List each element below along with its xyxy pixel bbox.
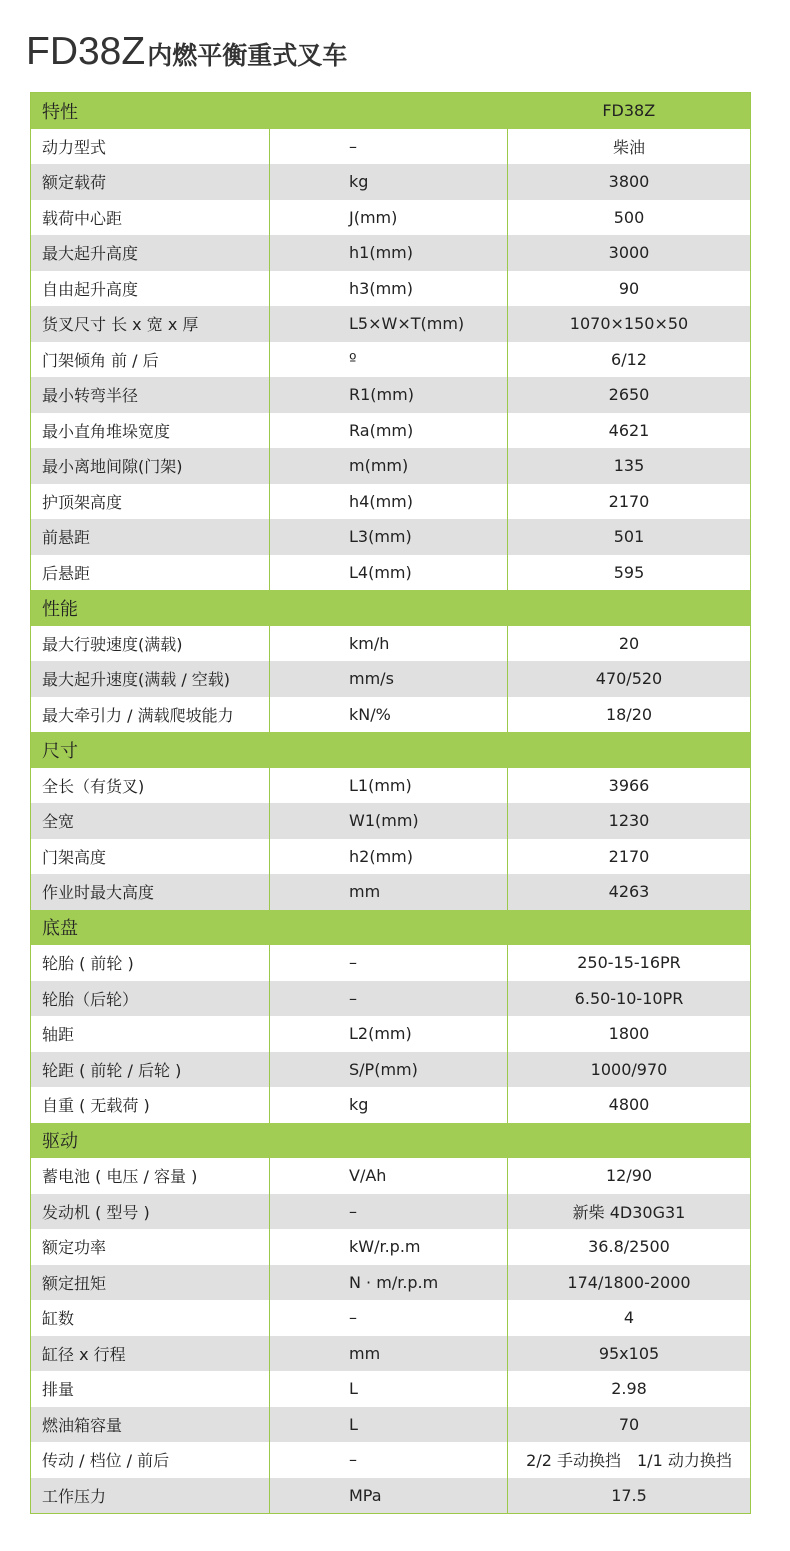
table-row bbox=[31, 1229, 751, 1265]
spec-unit: Ra(mm) bbox=[270, 413, 508, 449]
product-name: 内燃平衡重式叉车 bbox=[147, 41, 348, 70]
page-title bbox=[26, 30, 347, 74]
spec-name: 轴距 bbox=[31, 1016, 270, 1052]
spec-value: 18/20 bbox=[508, 697, 751, 733]
spec-value: 2.98 bbox=[508, 1371, 751, 1407]
spec-value: 70 bbox=[508, 1407, 751, 1443]
section-title: 尺寸 bbox=[31, 732, 508, 768]
spec-name: 全宽 bbox=[31, 803, 270, 839]
spec-unit: – bbox=[270, 129, 508, 165]
spec-value: 500 bbox=[508, 200, 751, 236]
table-row bbox=[31, 1194, 751, 1230]
spec-name: 动力型式 bbox=[31, 129, 270, 165]
table-row bbox=[31, 874, 751, 910]
spec-unit: L3(mm) bbox=[270, 519, 508, 555]
section-header-value bbox=[508, 732, 751, 768]
spec-name: 额定载荷 bbox=[31, 164, 270, 200]
table-row bbox=[31, 448, 751, 484]
section-header bbox=[31, 910, 751, 946]
section-header-value bbox=[508, 1123, 751, 1159]
spec-value: 6/12 bbox=[508, 342, 751, 378]
table-row bbox=[31, 377, 751, 413]
table-row bbox=[31, 803, 751, 839]
spec-unit: V/Ah bbox=[270, 1158, 508, 1194]
table-row bbox=[31, 981, 751, 1017]
spec-name: 最小直角堆垛宽度 bbox=[31, 413, 270, 449]
table-row bbox=[31, 235, 751, 271]
section-title: 底盘 bbox=[31, 910, 508, 946]
spec-table-body bbox=[31, 93, 751, 1514]
spec-name: 发动机 ( 型号 ) bbox=[31, 1194, 270, 1230]
table-row bbox=[31, 1016, 751, 1052]
table-row bbox=[31, 945, 751, 981]
table-row bbox=[31, 1158, 751, 1194]
spec-value: 2650 bbox=[508, 377, 751, 413]
spec-value: 4800 bbox=[508, 1087, 751, 1123]
table-row bbox=[31, 1371, 751, 1407]
spec-value: 4621 bbox=[508, 413, 751, 449]
model-number: FD38Z bbox=[26, 30, 146, 73]
table-row bbox=[31, 271, 751, 307]
spec-value: 3000 bbox=[508, 235, 751, 271]
spec-unit: R1(mm) bbox=[270, 377, 508, 413]
spec-unit: L5×W×T(mm) bbox=[270, 306, 508, 342]
spec-unit: L1(mm) bbox=[270, 768, 508, 804]
spec-value: 4 bbox=[508, 1300, 751, 1336]
spec-unit: L bbox=[270, 1371, 508, 1407]
spec-unit: h1(mm) bbox=[270, 235, 508, 271]
spec-name: 传动 / 档位 / 前后 bbox=[31, 1442, 270, 1478]
spec-value: 4263 bbox=[508, 874, 751, 910]
table-row bbox=[31, 129, 751, 165]
section-header-value: FD38Z bbox=[508, 93, 751, 129]
table-row bbox=[31, 1478, 751, 1514]
table-row bbox=[31, 1442, 751, 1478]
spec-name: 载荷中心距 bbox=[31, 200, 270, 236]
spec-unit: – bbox=[270, 945, 508, 981]
spec-unit: mm bbox=[270, 874, 508, 910]
spec-name: 最大起升高度 bbox=[31, 235, 270, 271]
spec-unit: º bbox=[270, 342, 508, 378]
table-row bbox=[31, 413, 751, 449]
spec-name: 缸径 x 行程 bbox=[31, 1336, 270, 1372]
spec-value: 6.50-10-10PR bbox=[508, 981, 751, 1017]
spec-name: 轮胎（后轮） bbox=[31, 981, 270, 1017]
spec-value: 135 bbox=[508, 448, 751, 484]
spec-name: 缸数 bbox=[31, 1300, 270, 1336]
spec-name: 轮胎 ( 前轮 ) bbox=[31, 945, 270, 981]
spec-value: 95x105 bbox=[508, 1336, 751, 1372]
table-row bbox=[31, 697, 751, 733]
spec-value: 90 bbox=[508, 271, 751, 307]
spec-name: 工作压力 bbox=[31, 1478, 270, 1514]
section-title: 特性 bbox=[31, 93, 508, 129]
spec-name: 最小离地间隙(门架) bbox=[31, 448, 270, 484]
table-row bbox=[31, 555, 751, 591]
spec-value: 501 bbox=[508, 519, 751, 555]
spec-value: 174/1800-2000 bbox=[508, 1265, 751, 1301]
table-row bbox=[31, 200, 751, 236]
spec-unit: J(mm) bbox=[270, 200, 508, 236]
spec-name: 蓄电池 ( 电压 / 容量 ) bbox=[31, 1158, 270, 1194]
table-row bbox=[31, 1336, 751, 1372]
spec-name: 最大起升速度(满载 / 空载) bbox=[31, 661, 270, 697]
spec-unit: L bbox=[270, 1407, 508, 1443]
section-header bbox=[31, 732, 751, 768]
spec-unit: mm bbox=[270, 1336, 508, 1372]
table-row bbox=[31, 519, 751, 555]
spec-value: 250-15-16PR bbox=[508, 945, 751, 981]
table-row bbox=[31, 768, 751, 804]
section-title: 驱动 bbox=[31, 1123, 508, 1159]
spec-name: 自重 ( 无载荷 ) bbox=[31, 1087, 270, 1123]
spec-name: 护顶架高度 bbox=[31, 484, 270, 520]
spec-unit: W1(mm) bbox=[270, 803, 508, 839]
spec-table bbox=[30, 92, 751, 1514]
spec-unit: kW/r.p.m bbox=[270, 1229, 508, 1265]
spec-name: 前悬距 bbox=[31, 519, 270, 555]
spec-value: 2/2 手动换挡 1/1 动力换挡 bbox=[508, 1442, 751, 1478]
table-row bbox=[31, 1300, 751, 1336]
table-row bbox=[31, 661, 751, 697]
spec-unit: h4(mm) bbox=[270, 484, 508, 520]
spec-name: 最大行驶速度(满载) bbox=[31, 626, 270, 662]
spec-unit: kN/% bbox=[270, 697, 508, 733]
spec-unit: km/h bbox=[270, 626, 508, 662]
spec-name: 最小转弯半径 bbox=[31, 377, 270, 413]
section-title: 性能 bbox=[31, 590, 508, 626]
spec-unit: kg bbox=[270, 164, 508, 200]
spec-unit: L2(mm) bbox=[270, 1016, 508, 1052]
spec-value: 470/520 bbox=[508, 661, 751, 697]
spec-value: 柴油 bbox=[508, 129, 751, 165]
spec-name: 最大牵引力 / 满载爬坡能力 bbox=[31, 697, 270, 733]
spec-unit: – bbox=[270, 1194, 508, 1230]
spec-unit: – bbox=[270, 1300, 508, 1336]
spec-value: 1230 bbox=[508, 803, 751, 839]
table-row bbox=[31, 1052, 751, 1088]
table-row bbox=[31, 484, 751, 520]
section-header bbox=[31, 93, 751, 129]
table-row bbox=[31, 1407, 751, 1443]
table-row bbox=[31, 839, 751, 875]
spec-unit: S/P(mm) bbox=[270, 1052, 508, 1088]
spec-unit: h2(mm) bbox=[270, 839, 508, 875]
spec-value: 2170 bbox=[508, 839, 751, 875]
spec-name: 额定扭矩 bbox=[31, 1265, 270, 1301]
spec-name: 货叉尺寸 长 x 宽 x 厚 bbox=[31, 306, 270, 342]
spec-name: 轮距 ( 前轮 / 后轮 ) bbox=[31, 1052, 270, 1088]
spec-value: 3966 bbox=[508, 768, 751, 804]
spec-name: 作业时最大高度 bbox=[31, 874, 270, 910]
spec-unit: h3(mm) bbox=[270, 271, 508, 307]
section-header-value bbox=[508, 590, 751, 626]
table-row bbox=[31, 342, 751, 378]
spec-value: 20 bbox=[508, 626, 751, 662]
table-row bbox=[31, 626, 751, 662]
spec-name: 自由起升高度 bbox=[31, 271, 270, 307]
spec-value: 595 bbox=[508, 555, 751, 591]
section-header bbox=[31, 590, 751, 626]
spec-name: 门架倾角 前 / 后 bbox=[31, 342, 270, 378]
spec-value: 2170 bbox=[508, 484, 751, 520]
spec-name: 燃油箱容量 bbox=[31, 1407, 270, 1443]
spec-unit: kg bbox=[270, 1087, 508, 1123]
spec-value: 1070×150×50 bbox=[508, 306, 751, 342]
spec-unit: mm/s bbox=[270, 661, 508, 697]
spec-unit: L4(mm) bbox=[270, 555, 508, 591]
spec-value: 1800 bbox=[508, 1016, 751, 1052]
spec-value: 36.8/2500 bbox=[508, 1229, 751, 1265]
spec-value: 新柴 4D30G31 bbox=[508, 1194, 751, 1230]
spec-value: 12/90 bbox=[508, 1158, 751, 1194]
spec-name: 排量 bbox=[31, 1371, 270, 1407]
spec-name: 门架高度 bbox=[31, 839, 270, 875]
spec-unit: N · m/r.p.m bbox=[270, 1265, 508, 1301]
spec-unit: – bbox=[270, 981, 508, 1017]
spec-value: 3800 bbox=[508, 164, 751, 200]
spec-name: 全长（有货叉) bbox=[31, 768, 270, 804]
table-row bbox=[31, 306, 751, 342]
spec-unit: MPa bbox=[270, 1478, 508, 1514]
section-header bbox=[31, 1123, 751, 1159]
spec-name: 后悬距 bbox=[31, 555, 270, 591]
spec-unit: m(mm) bbox=[270, 448, 508, 484]
table-row bbox=[31, 1265, 751, 1301]
spec-value: 1000/970 bbox=[508, 1052, 751, 1088]
section-header-value bbox=[508, 910, 751, 946]
spec-value: 17.5 bbox=[508, 1478, 751, 1514]
table-row bbox=[31, 1087, 751, 1123]
spec-name: 额定功率 bbox=[31, 1229, 270, 1265]
table-row bbox=[31, 164, 751, 200]
spec-unit: – bbox=[270, 1442, 508, 1478]
